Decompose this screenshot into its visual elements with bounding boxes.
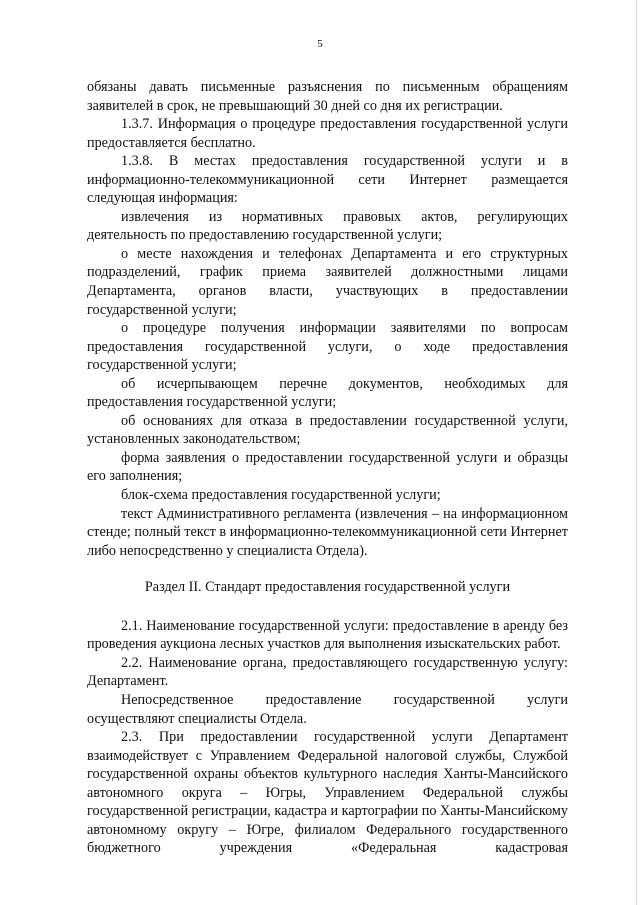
paragraph: о процедуре получения информации заявителями по вопросам предоставления государственной услуги, о ходе предоставления государственной услуги; xyxy=(87,320,568,374)
paragraph: 2.3. При предоставлении государственной услуги Департамент взаимодействует с Управлением Федеральной налоговой службы, Службой государственной охраны объектов культурного наследия Ханты-Мансийского автономного округа – Югры, Управлением Федеральной службы государственной регистрации, кадастра и картографии по Ханты-Мансийскому автономному округу – Югре, филиалом Федерального государственного бюджетного учреждения «Федеральная кадастровая xyxy=(87,729,568,857)
paragraph: об исчерпывающем перечне документов, необходимых для предоставления государственной услуги; xyxy=(87,375,568,411)
page-number: 5 xyxy=(317,38,323,50)
paragraph: об основаниях для отказа в предоставлении государственной услуги, установленных законодательством; xyxy=(87,412,568,448)
paragraph: 2.2. Наименование органа, предоставляющего государственную услугу: Департамент. xyxy=(87,654,568,690)
paragraph: извлечения из нормативных правовых актов, регулирующих деятельность по предоставлению государственной услуги; xyxy=(87,208,568,244)
document-body xyxy=(87,78,568,858)
paragraph: Непосредственное предоставление государственной услуги осуществляют специалисты Отдела. xyxy=(87,691,568,727)
paragraph-group-top xyxy=(87,78,568,560)
paragraph: текст Административного регламента (извлечения – на информационном стенде; полный текст в информационно-телекоммуникационной сети Интернет либо непосредственно у специалиста Отдела). xyxy=(87,505,568,559)
scan-edge-line xyxy=(636,0,637,905)
paragraph: 1.3.8. В местах предоставления государственной услуги и в информационно-телекоммуникационной сети Интернет размещается следующая информация: xyxy=(87,153,568,207)
paragraph: 1.3.7. Информация о процедуре предоставления государственной услуги предоставляется бесплатно. xyxy=(87,116,568,151)
paragraph: 2.1. Наименование государственной услуги: предоставление в аренду без проведения аукциона лесных участков для выполнения изыскательских работ. xyxy=(87,617,568,653)
paragraph: форма заявления о предоставлении государственной услуги и образцы его заполнения; xyxy=(87,449,568,485)
section-heading: Раздел II. Стандарт предоставления государственной услуги xyxy=(144,579,511,596)
paragraph-group-bottom xyxy=(87,617,568,858)
paragraph: обязаны давать письменные разъяснения по письменным обращениям заявителей в срок, не превышающий 30 дней со дня их регистрации. xyxy=(87,79,568,114)
paragraph: блок-схема предоставления государственной услуги; xyxy=(121,487,441,504)
paragraph: о месте нахождения и телефонах Департамента и его структурных подразделений, график приема заявителей должностными лицами Департамента, органов власти, участвующих в предоставлении государственной услуги; xyxy=(87,245,568,318)
